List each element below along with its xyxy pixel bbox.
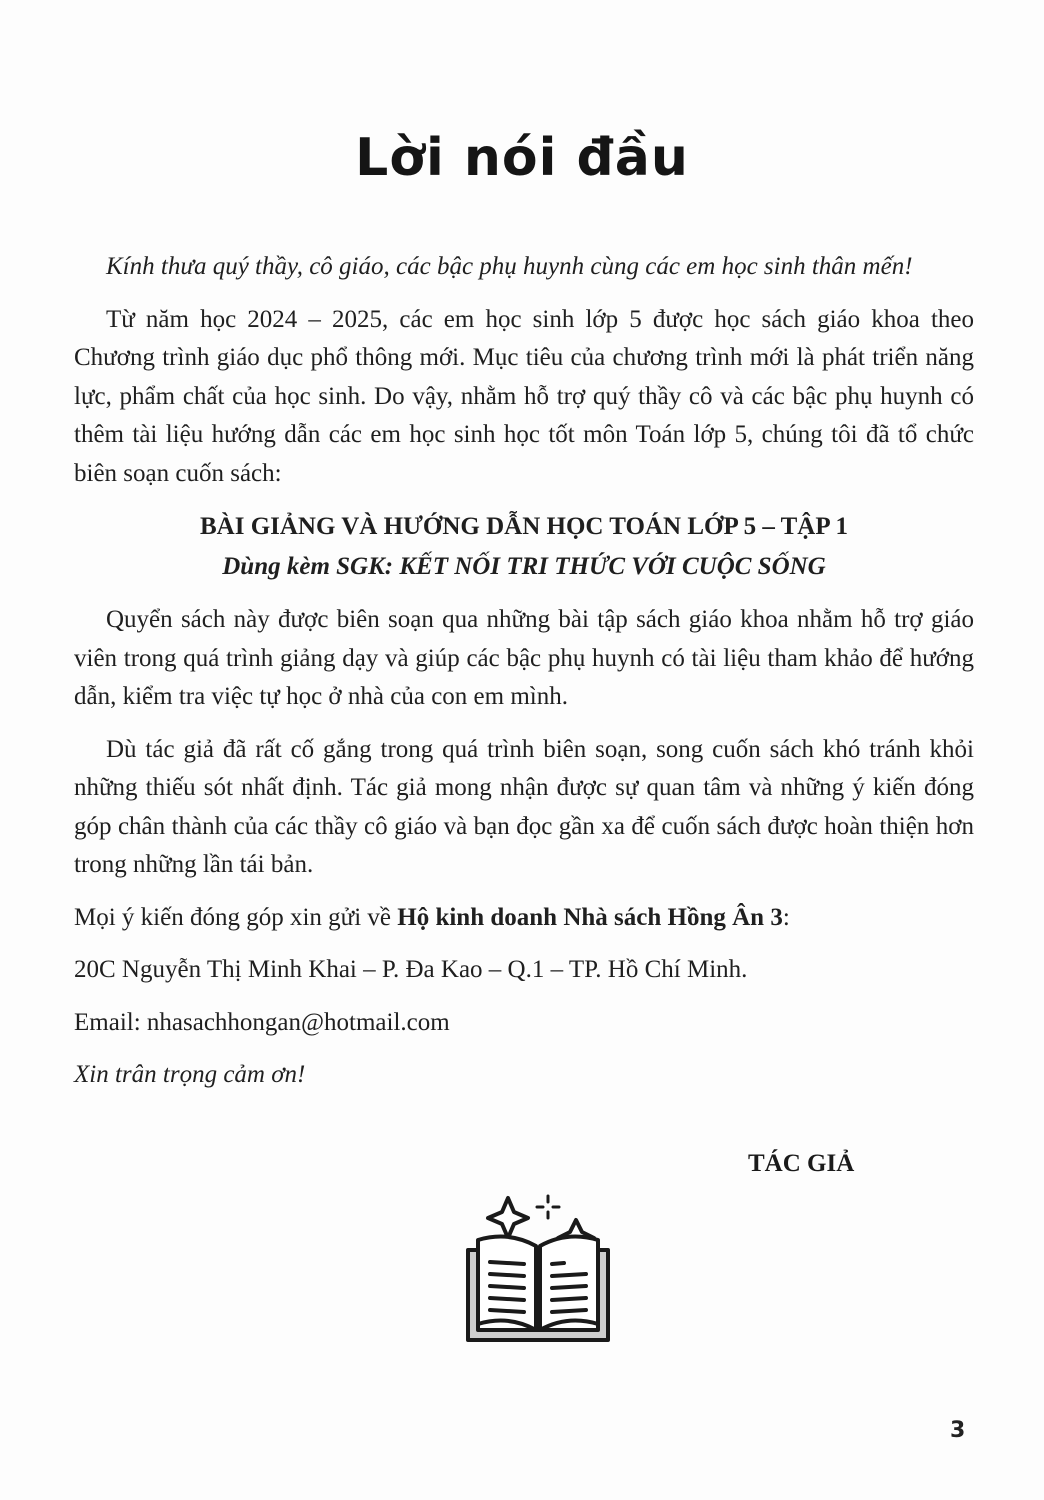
contact-organization: Hộ kinh doanh Nhà sách Hồng Ân 3	[397, 903, 783, 931]
paragraph-purpose: Quyển sách này được biên soạn qua những bài tập sách giáo khoa nhằm hỗ trợ giáo viên trong quá trình giảng dạy và giúp các bậc phụ huynh có tài liệu tham khảo để hướng dẫn, kiểm tra việc tự học ở nhà của con em mình.	[74, 606, 974, 710]
author-signature: TÁC GIẢ	[748, 1150, 855, 1177]
address: 20C Nguyễn Thị Minh Khai – P. Đa Kao – Q.1 – TP. Hồ Chí Minh.	[74, 956, 748, 983]
paragraph-intro: Từ năm học 2024 – 2025, các em học sinh lớp 5 được học sách giáo khoa theo Chương trình giáo dục phổ thông mới. Mục tiêu của chương trình mới là phát triển năng lực, phẩm chất của học sinh. Do vậy, nhằm hỗ trợ quý thầy cô và các bậc phụ huynh có thêm tài liệu hướng dẫn các em học sinh học tốt môn Toán lớp 5, chúng tôi đã tổ chức biên soạn cuốn sách:	[74, 305, 974, 487]
contact-prefix: Mọi ý kiến đóng góp xin gửi về	[74, 903, 398, 931]
thanks: Xin trân trọng cảm ơn!	[74, 1061, 306, 1088]
greeting: Kính thưa quý thầy, cô giáo, các bậc phụ huynh cùng các em học sinh thân mến!	[106, 253, 913, 280]
page-number: 3	[950, 1418, 966, 1443]
contact-suffix: :	[782, 903, 790, 931]
book-title: BÀI GIẢNG VÀ HƯỚNG DẪN HỌC TOÁN LỚP 5 – TẬP 1	[200, 513, 848, 540]
open-book-icon-svg	[458, 1190, 618, 1350]
open-book-icon	[458, 1190, 618, 1350]
contact-line	[74, 899, 974, 938]
email: Email: nhasachhongan@hotmail.com	[74, 1008, 450, 1036]
preface-body	[74, 248, 974, 1109]
page-title: Lời nói đầu	[355, 128, 689, 188]
paragraph-apology: Dù tác giả đã rất cố gắng trong quá trình biên soạn, song cuốn sách khó tránh khỏi những thiếu sót nhất định. Tác giả mong nhận được sự quan tâm và những ý kiến đóng góp chân thành của các thầy cô giáo và bạn đọc gần xa để cuốn sách được hoàn thiện hơn trong những lần tái bản.	[74, 735, 974, 878]
book-subtitle: Dùng kèm SGK: KẾT NỐI TRI THỨC VỚI CUỘC SỐNG	[222, 553, 826, 580]
